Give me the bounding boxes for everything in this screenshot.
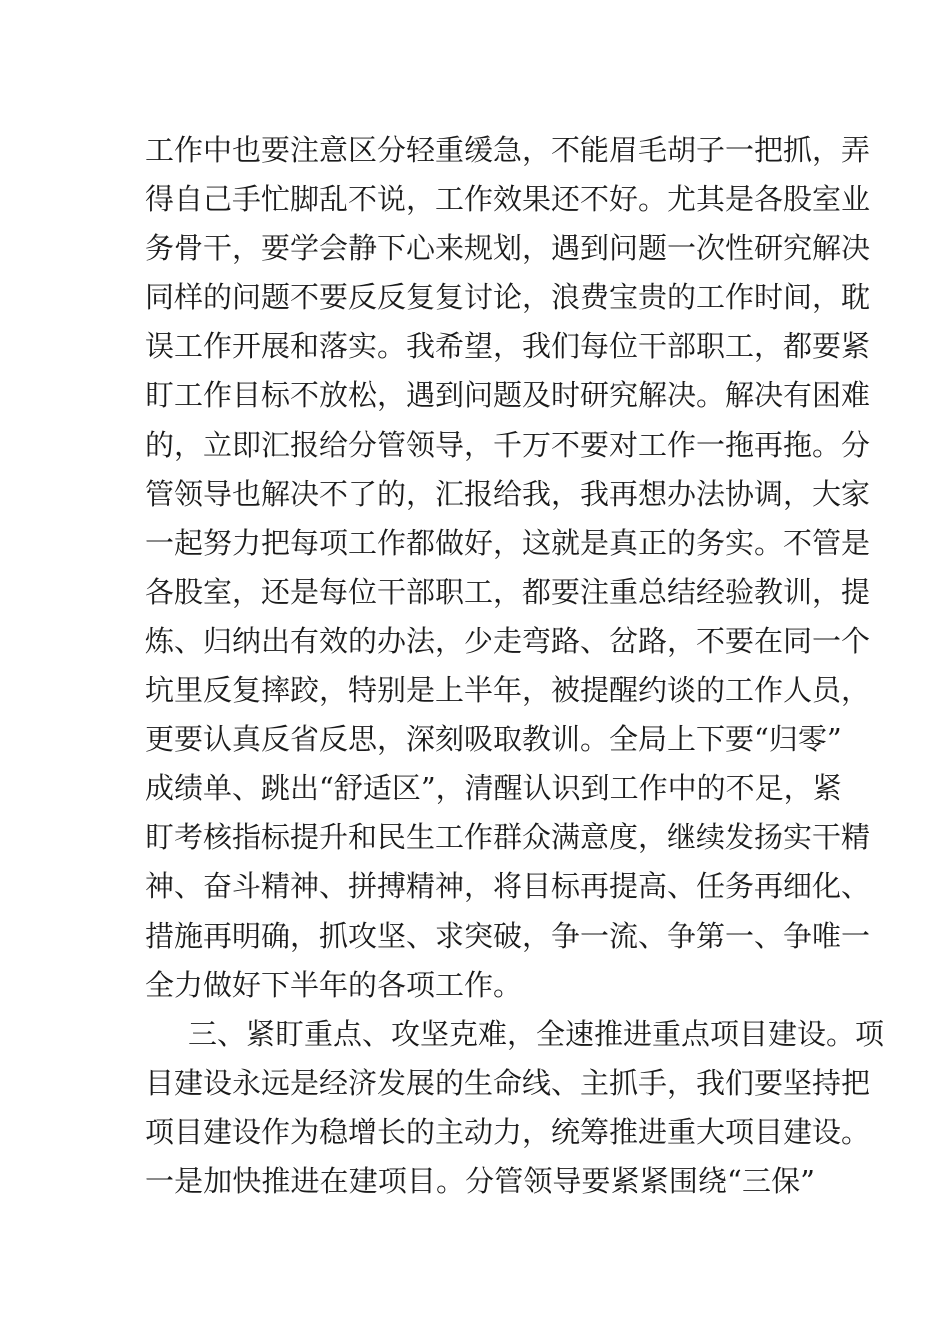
section-heading-line: 三、紧盯重点、攻坚克难，全速推进重点项目建设。项 xyxy=(188,1016,885,1051)
text-line: 项目建设作为稳增长的主动力，统筹推进重大项目建设。 xyxy=(145,1114,871,1149)
text-line: 目建设永远是经济发展的生命线、主抓手，我们要坚持把 xyxy=(145,1065,871,1100)
text-line: 工作中也要注意区分轻重缓急，不能眉毛胡子一把抓，弄 xyxy=(145,133,871,167)
text-line: 务骨干，要学会静下心来规划，遇到问题一次性研究解决 xyxy=(145,231,871,266)
text-line: 炼、归纳出有效的办法，少走弯路、岔路，不要在同一个 xyxy=(145,623,871,658)
text-line: 一起努力把每项工作都做好，这就是真正的务实。不管是 xyxy=(145,525,871,560)
text-line: 盯工作目标不放松，遇到问题及时研究解决。解决有困难 xyxy=(145,378,871,413)
text-line: 得自己手忙脚乱不说，工作效果还不好。尤其是各股室业 xyxy=(145,182,871,217)
text-line: 误工作开展和落实。我希望，我们每位干部职工，都要紧 xyxy=(145,329,871,364)
text-line: 成绩单、跳出“舒适区”，清醒认识到工作中的不足，紧 xyxy=(145,771,842,806)
text-line: 措施再明确，抓攻坚、求突破，争一流、争第一、争唯一 xyxy=(145,918,871,953)
body-text xyxy=(145,126,885,1206)
text-line: 管领导也解决不了的，汇报给我，我再想办法协调，大家 xyxy=(145,476,871,511)
text-line: 神、奋斗精神、拼搏精神，将目标再提高、任务再细化、 xyxy=(145,869,871,904)
text-line: 盯考核指标提升和民生工作群众满意度，继续发扬实干精 xyxy=(145,820,871,855)
text-line: 更要认真反省反思，深刻吸取教训。全局上下要“归零” xyxy=(145,722,842,757)
text-line: 的，立即汇报给分管领导，千万不要对工作一拖再拖。分 xyxy=(145,427,871,462)
text-line: 坑里反复摔跤，特别是上半年，被提醒约谈的工作人员， xyxy=(145,673,871,708)
text-line: 全力做好下半年的各项工作。 xyxy=(145,967,523,1002)
text-line: 各股室，还是每位干部职工，都要注重总结经验教训，提 xyxy=(145,574,871,609)
text-line: 同样的问题不要反反复复讨论，浪费宝贵的工作时间，耽 xyxy=(145,280,871,315)
text-line: 一是加快推进在建项目。分管领导要紧紧围绕“三保” xyxy=(145,1163,815,1198)
